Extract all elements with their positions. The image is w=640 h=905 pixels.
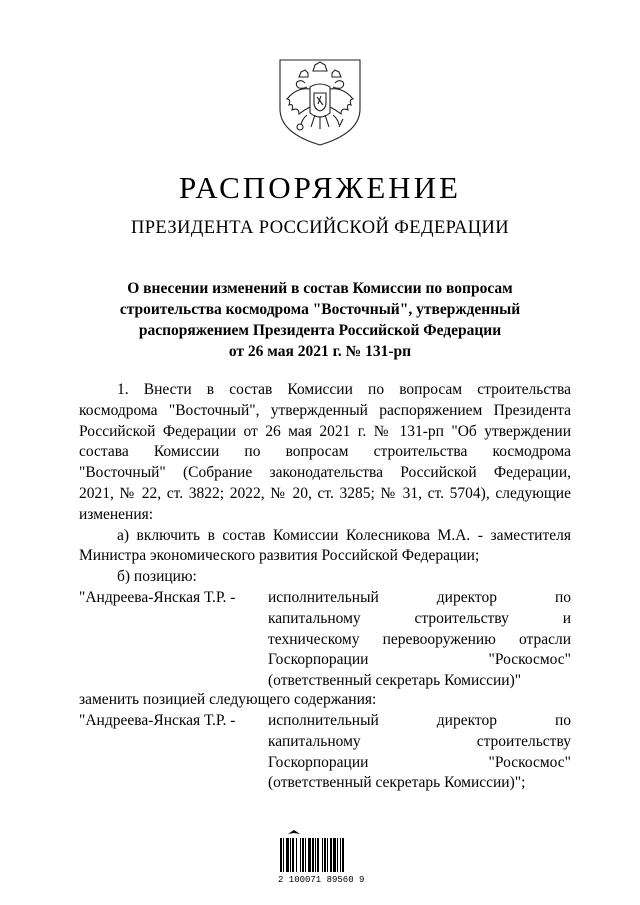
position-line: капитальному строительству и bbox=[268, 609, 571, 627]
paragraph-line: состава Комиссии по вопросам строительства космодрома bbox=[79, 443, 571, 461]
document-type-title: РАСПОРЯЖЕНИЕ bbox=[179, 170, 461, 205]
position-line: (ответственный секретарь Комиссии)" bbox=[268, 672, 522, 690]
paragraph-line: космодрома "Восточный", утвержденный распоряжением Президента bbox=[79, 401, 571, 419]
barcode-icon bbox=[278, 828, 370, 874]
heading-line: распоряжением Президента Российской Федерации bbox=[138, 322, 502, 339]
double-headed-eagle-icon bbox=[277, 57, 363, 147]
coat-of-arms-emblem bbox=[277, 57, 363, 147]
replace-line: заменить позицией следующего содержания: bbox=[79, 691, 377, 708]
position-name: "Андреева-Янская Т.Р. - bbox=[79, 712, 236, 729]
barcode bbox=[278, 828, 370, 888]
position-line: (ответственный секретарь Комиссии)"; bbox=[268, 774, 526, 792]
document-heading bbox=[60, 278, 580, 362]
paragraph-line: 2021, № 22, ст. 3822; 2022, № 20, ст. 3285; № 31, ст. 5704), следующие bbox=[79, 484, 571, 502]
position-name: "Андреева-Янская Т.Р. - bbox=[79, 589, 236, 606]
position-old bbox=[79, 588, 571, 698]
position-line: исполнительный директор по bbox=[268, 589, 571, 606]
position-line: капитальному строительству bbox=[268, 732, 571, 750]
heading-line: от 26 мая 2021 г. № 131-рп bbox=[228, 343, 412, 360]
position-description bbox=[268, 711, 571, 794]
paragraph-1 bbox=[79, 380, 571, 588]
replace-text bbox=[79, 690, 571, 711]
position-new bbox=[79, 711, 571, 801]
paragraph-line: 1. Внести в состав Комиссии по вопросам строительства bbox=[117, 381, 571, 398]
position-description bbox=[268, 588, 571, 692]
paragraph-line: б) позицию: bbox=[117, 568, 197, 586]
paragraph-line: а) включить в состав Комиссии Колесникова М.А. - заместителя bbox=[117, 526, 571, 544]
paragraph-line: изменения: bbox=[79, 505, 154, 523]
position-line: Госкорпорации "Роскосмос" bbox=[268, 753, 571, 771]
barcode-number: 2 100071 89560 9 bbox=[278, 875, 365, 885]
paragraph-line: Министра экономического развития Российской Федерации; bbox=[79, 547, 480, 565]
paragraph-line: Российской Федерации от 26 мая 2021 г. № 131-рп "Об утверждении bbox=[79, 422, 571, 440]
heading-line: О внесении изменений в состав Комиссии по вопросам bbox=[127, 280, 513, 297]
issuer-subtitle: ПРЕЗИДЕНТА РОССИЙСКОЙ ФЕДЕРАЦИИ bbox=[130, 218, 510, 238]
position-line: техническому перевооружению отрасли bbox=[268, 630, 571, 648]
position-line: Госкорпорации "Роскосмос" bbox=[268, 651, 571, 669]
heading-line: строительства космодрома "Восточный", утвержденный bbox=[119, 301, 521, 318]
position-line: исполнительный директор по bbox=[268, 712, 571, 729]
paragraph-line: "Восточный" (Собрание законодательства Российской Федерации, bbox=[79, 464, 571, 482]
